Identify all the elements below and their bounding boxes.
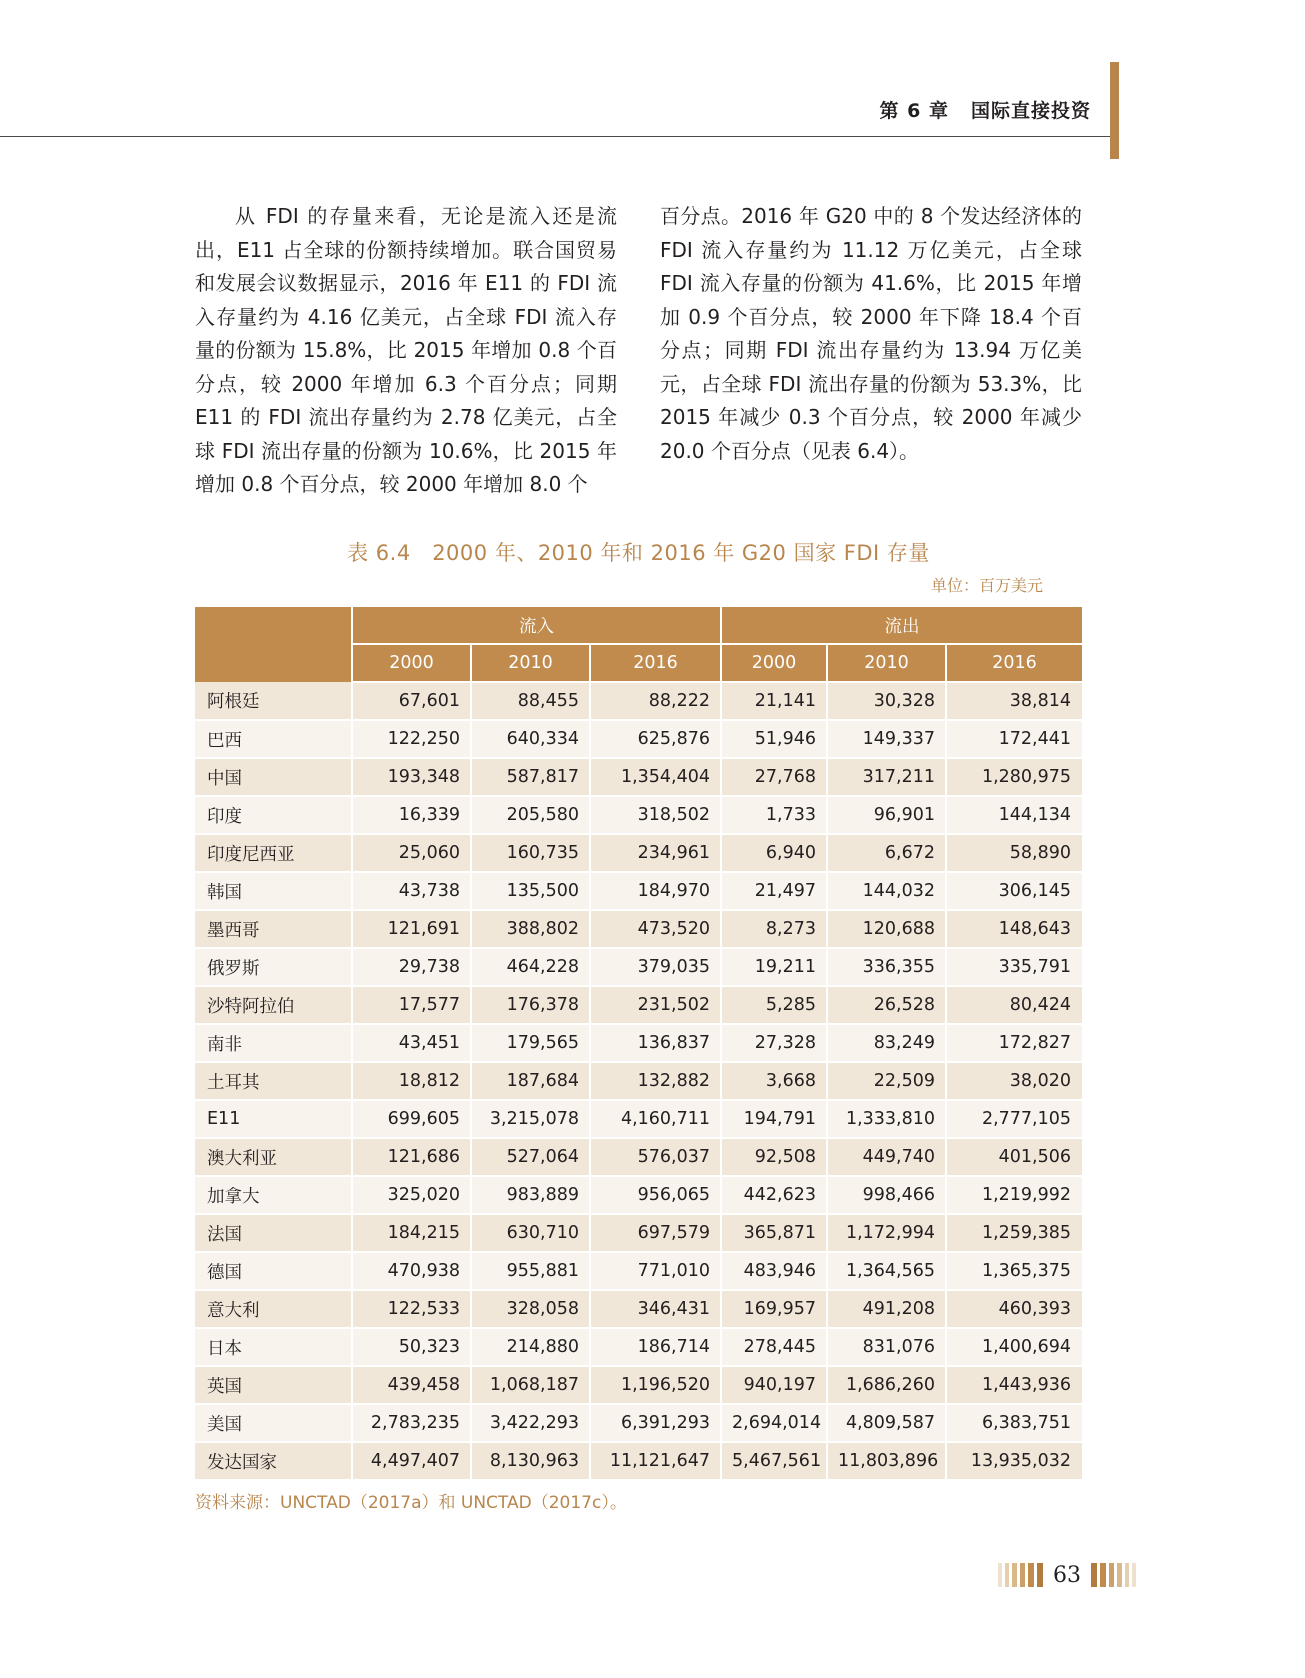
value-cell: 587,817: [471, 758, 590, 796]
value-cell: 121,686: [352, 1138, 471, 1176]
value-cell: 1,196,520: [590, 1366, 721, 1404]
country-cell: 巴西: [195, 720, 352, 758]
value-cell: 214,880: [471, 1328, 590, 1366]
table-row: [195, 834, 1082, 872]
value-cell: 439,458: [352, 1366, 471, 1404]
value-cell: 388,802: [471, 910, 590, 948]
value-cell: 6,940: [721, 834, 827, 872]
table-row: [195, 1062, 1082, 1100]
value-cell: 50,323: [352, 1328, 471, 1366]
value-cell: 2,783,235: [352, 1404, 471, 1442]
value-cell: 13,935,032: [946, 1442, 1082, 1480]
value-cell: 5,467,561: [721, 1442, 827, 1480]
table-title: 表 6.4 2000 年、2010 年和 2016 年 G20 国家 FDI 存量: [347, 541, 930, 565]
chapter-number: 第 6 章: [879, 100, 949, 122]
country-cell: 发达国家: [195, 1442, 352, 1480]
value-cell: 135,500: [471, 872, 590, 910]
table-row: [195, 1024, 1082, 1062]
body-column-left: [195, 200, 617, 502]
year-header: 2010: [471, 644, 590, 682]
table-row: [195, 682, 1082, 720]
table-row: [195, 986, 1082, 1024]
value-cell: 176,378: [471, 986, 590, 1024]
table-row: [195, 720, 1082, 758]
value-cell: 194,791: [721, 1100, 827, 1138]
value-cell: 144,134: [946, 796, 1082, 834]
value-cell: 193,348: [352, 758, 471, 796]
value-cell: 4,809,587: [827, 1404, 946, 1442]
year-header: 2016: [946, 644, 1082, 682]
value-cell: 8,273: [721, 910, 827, 948]
table-row: [195, 1214, 1082, 1252]
value-cell: 11,803,896: [827, 1442, 946, 1480]
value-cell: 1,219,992: [946, 1176, 1082, 1214]
table-row: [195, 1138, 1082, 1176]
value-cell: 1,686,260: [827, 1366, 946, 1404]
value-cell: 955,881: [471, 1252, 590, 1290]
value-cell: 88,222: [590, 682, 721, 720]
value-cell: 335,791: [946, 948, 1082, 986]
value-cell: 699,605: [352, 1100, 471, 1138]
value-cell: 527,064: [471, 1138, 590, 1176]
table-row: [195, 1176, 1082, 1214]
value-cell: 6,383,751: [946, 1404, 1082, 1442]
country-cell: 墨西哥: [195, 910, 352, 948]
table-row: [195, 758, 1082, 796]
value-cell: 96,901: [827, 796, 946, 834]
body-paragraph: 从 FDI 的存量来看，无论是流入还是流出，E11 占全球的份额持续增加。联合国贸易和发展会议数据显示，2016 年 E11 的 FDI 流入存量约为 4.16 亿美元，占全球 FDI 流入存量的份额为 15.8%，比 2015 年增加 0.8 个百分点，较 2000 年增加 6.3 个百分点；同期 E11 的 FDI 流出存量约为 2.78 亿美元，占全球 FDI 流出存量的份额为 10.6%，比 2015 年增加 0.8 个百分点，较 2000 年增加 8.0 个: [195, 204, 617, 496]
value-cell: 21,497: [721, 872, 827, 910]
country-cell: 澳大利亚: [195, 1138, 352, 1176]
value-cell: 18,812: [352, 1062, 471, 1100]
value-cell: 17,577: [352, 986, 471, 1024]
value-cell: 1,400,694: [946, 1328, 1082, 1366]
value-cell: 21,141: [721, 682, 827, 720]
chapter-accent-bar: [1110, 62, 1119, 159]
country-cell: 德国: [195, 1252, 352, 1290]
value-cell: 2,777,105: [946, 1100, 1082, 1138]
page-number: 63: [1053, 1562, 1081, 1588]
value-cell: 26,528: [827, 986, 946, 1024]
value-cell: 136,837: [590, 1024, 721, 1062]
table-row: [195, 1404, 1082, 1442]
inflow-header: 流入: [352, 607, 721, 644]
country-cell: 中国: [195, 758, 352, 796]
value-cell: 3,215,078: [471, 1100, 590, 1138]
country-cell: 印度: [195, 796, 352, 834]
value-cell: 1,172,994: [827, 1214, 946, 1252]
header-rule: [0, 136, 1110, 137]
country-cell: 沙特阿拉伯: [195, 986, 352, 1024]
value-cell: 22,509: [827, 1062, 946, 1100]
value-cell: 80,424: [946, 986, 1082, 1024]
table-row: [195, 1100, 1082, 1138]
year-header: 2000: [721, 644, 827, 682]
value-cell: 43,451: [352, 1024, 471, 1062]
value-cell: 470,938: [352, 1252, 471, 1290]
value-cell: 697,579: [590, 1214, 721, 1252]
value-cell: 187,684: [471, 1062, 590, 1100]
value-cell: 172,441: [946, 720, 1082, 758]
table-row: [195, 1290, 1082, 1328]
value-cell: 3,668: [721, 1062, 827, 1100]
value-cell: 460,393: [946, 1290, 1082, 1328]
value-cell: 473,520: [590, 910, 721, 948]
value-cell: 169,957: [721, 1290, 827, 1328]
value-cell: 92,508: [721, 1138, 827, 1176]
value-cell: 442,623: [721, 1176, 827, 1214]
value-cell: 956,065: [590, 1176, 721, 1214]
table-row: [195, 872, 1082, 910]
table-row: [195, 1328, 1082, 1366]
value-cell: 27,768: [721, 758, 827, 796]
country-cell: 美国: [195, 1404, 352, 1442]
value-cell: 184,970: [590, 872, 721, 910]
value-cell: 401,506: [946, 1138, 1082, 1176]
value-cell: 6,391,293: [590, 1404, 721, 1442]
value-cell: 4,497,407: [352, 1442, 471, 1480]
value-cell: 831,076: [827, 1328, 946, 1366]
country-cell: 英国: [195, 1366, 352, 1404]
value-cell: 144,032: [827, 872, 946, 910]
outflow-header: 流出: [721, 607, 1082, 644]
table-row: [195, 1252, 1082, 1290]
value-cell: 1,364,565: [827, 1252, 946, 1290]
table-body: [195, 682, 1082, 1480]
value-cell: 998,466: [827, 1176, 946, 1214]
value-cell: 625,876: [590, 720, 721, 758]
footer-decoration-right: [1091, 1563, 1139, 1587]
value-cell: 122,250: [352, 720, 471, 758]
value-cell: 325,020: [352, 1176, 471, 1214]
value-cell: 27,328: [721, 1024, 827, 1062]
value-cell: 1,365,375: [946, 1252, 1082, 1290]
value-cell: 328,058: [471, 1290, 590, 1328]
body-paragraph-continued: 百分点。2016 年 G20 中的 8 个发达经济体的 FDI 流入存量约为 11.12 万亿美元，占全球 FDI 流入存量的份额为 41.6%，比 2015 年增加 0.9 个百分点，较 2000 年下降 18.4 个百分点；同期 FDI 流出存量约为 13.94 万亿美元，占全球 FDI 流出存量的份额为 53.3%，比 2015 年减少 0.3 个百分点，较 2000 年减少 20.0 个百分点（见表 6.4）。: [660, 204, 1082, 463]
table-corner-cell: [195, 607, 352, 682]
value-cell: 449,740: [827, 1138, 946, 1176]
value-cell: 29,738: [352, 948, 471, 986]
value-cell: 51,946: [721, 720, 827, 758]
country-cell: 意大利: [195, 1290, 352, 1328]
country-cell: 南非: [195, 1024, 352, 1062]
country-cell: E11: [195, 1100, 352, 1138]
country-cell: 土耳其: [195, 1062, 352, 1100]
value-cell: 1,443,936: [946, 1366, 1082, 1404]
table-group-header-row: [195, 607, 1082, 644]
value-cell: 8,130,963: [471, 1442, 590, 1480]
country-cell: 加拿大: [195, 1176, 352, 1214]
value-cell: 1,333,810: [827, 1100, 946, 1138]
value-cell: 771,010: [590, 1252, 721, 1290]
value-cell: 234,961: [590, 834, 721, 872]
year-header: 2016: [590, 644, 721, 682]
value-cell: 30,328: [827, 682, 946, 720]
value-cell: 172,827: [946, 1024, 1082, 1062]
value-cell: 132,882: [590, 1062, 721, 1100]
value-cell: 576,037: [590, 1138, 721, 1176]
value-cell: 205,580: [471, 796, 590, 834]
value-cell: 317,211: [827, 758, 946, 796]
value-cell: 43,738: [352, 872, 471, 910]
value-cell: 940,197: [721, 1366, 827, 1404]
value-cell: 630,710: [471, 1214, 590, 1252]
value-cell: 1,733: [721, 796, 827, 834]
page-footer: [998, 1562, 1139, 1588]
value-cell: 318,502: [590, 796, 721, 834]
value-cell: 120,688: [827, 910, 946, 948]
table-row: [195, 948, 1082, 986]
value-cell: 19,211: [721, 948, 827, 986]
table-source-note: 资料来源：UNCTAD（2017a）和 UNCTAD（2017c）。: [195, 1493, 627, 1513]
table-row: [195, 1442, 1082, 1480]
value-cell: 346,431: [590, 1290, 721, 1328]
value-cell: 58,890: [946, 834, 1082, 872]
value-cell: 983,889: [471, 1176, 590, 1214]
value-cell: 379,035: [590, 948, 721, 986]
value-cell: 4,160,711: [590, 1100, 721, 1138]
footer-decoration-left: [998, 1563, 1046, 1587]
body-column-right: [660, 200, 1082, 468]
table-row: [195, 796, 1082, 834]
value-cell: 11,121,647: [590, 1442, 721, 1480]
value-cell: 3,422,293: [471, 1404, 590, 1442]
country-cell: 韩国: [195, 872, 352, 910]
country-cell: 印度尼西亚: [195, 834, 352, 872]
value-cell: 121,691: [352, 910, 471, 948]
value-cell: 1,068,187: [471, 1366, 590, 1404]
value-cell: 306,145: [946, 872, 1082, 910]
value-cell: 25,060: [352, 834, 471, 872]
country-cell: 阿根廷: [195, 682, 352, 720]
running-header: [880, 96, 1091, 123]
table-unit: 单位：百万美元: [930, 576, 1043, 595]
value-cell: 464,228: [471, 948, 590, 986]
value-cell: 278,445: [721, 1328, 827, 1366]
value-cell: 179,565: [471, 1024, 590, 1062]
value-cell: 83,249: [827, 1024, 946, 1062]
value-cell: 6,672: [827, 834, 946, 872]
value-cell: 5,285: [721, 986, 827, 1024]
value-cell: 122,533: [352, 1290, 471, 1328]
value-cell: 483,946: [721, 1252, 827, 1290]
value-cell: 231,502: [590, 986, 721, 1024]
value-cell: 1,259,385: [946, 1214, 1082, 1252]
value-cell: 640,334: [471, 720, 590, 758]
value-cell: 336,355: [827, 948, 946, 986]
value-cell: 491,208: [827, 1290, 946, 1328]
chapter-title: 国际直接投资: [970, 100, 1091, 122]
country-cell: 俄罗斯: [195, 948, 352, 986]
value-cell: 88,455: [471, 682, 590, 720]
country-cell: 日本: [195, 1328, 352, 1366]
value-cell: 38,814: [946, 682, 1082, 720]
year-header: 2010: [827, 644, 946, 682]
value-cell: 160,735: [471, 834, 590, 872]
value-cell: 184,215: [352, 1214, 471, 1252]
fdi-stock-table: [195, 607, 1082, 1481]
value-cell: 1,280,975: [946, 758, 1082, 796]
table-row: [195, 910, 1082, 948]
value-cell: 38,020: [946, 1062, 1082, 1100]
table-row: [195, 1366, 1082, 1404]
value-cell: 365,871: [721, 1214, 827, 1252]
year-header: 2000: [352, 644, 471, 682]
value-cell: 186,714: [590, 1328, 721, 1366]
value-cell: 1,354,404: [590, 758, 721, 796]
country-cell: 法国: [195, 1214, 352, 1252]
value-cell: 148,643: [946, 910, 1082, 948]
value-cell: 67,601: [352, 682, 471, 720]
value-cell: 2,694,014: [721, 1404, 827, 1442]
value-cell: 149,337: [827, 720, 946, 758]
value-cell: 16,339: [352, 796, 471, 834]
